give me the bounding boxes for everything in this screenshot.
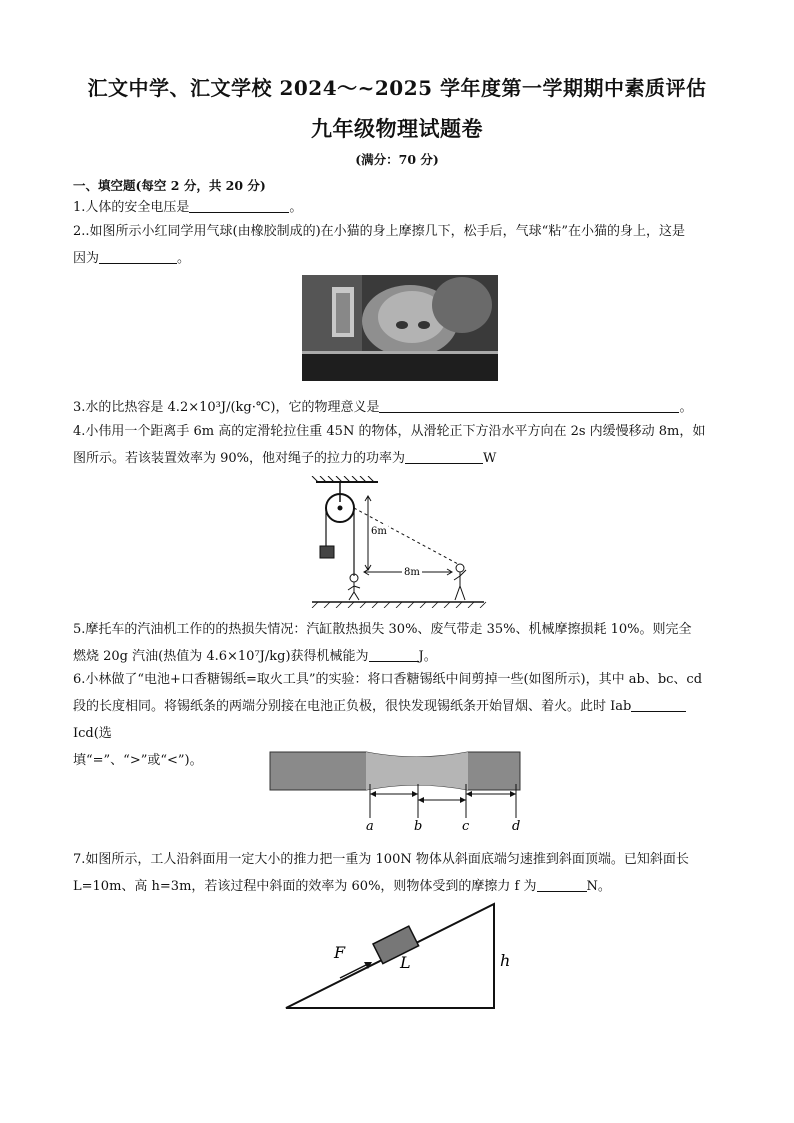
answer-blank[interactable]	[631, 697, 686, 712]
foil-strip-diagram	[266, 748, 528, 836]
question-4: 4.小伟用一个距离手 6m 高的定滑轮拉住重 45N 的物体，从滑轮正下方沿水平方向在 2s 内缓慢移动 8m，如 图所示。若该装置效率为 90%，他对绳子的拉力的功率为 W	[73, 424, 706, 466]
height-label: h	[500, 951, 510, 970]
height-label: 6m	[371, 526, 387, 537]
distance-label: 8m	[404, 567, 420, 578]
question-5: 5.摩托车的汽油机工作的的热损失情况：汽缸散热损失 30%、废气带走 35%、机械摩擦损耗 10%。则完全 燃烧 20g 汽油(热值为 4.6×10⁷J/kg)获得机械能为 J。	[73, 622, 692, 664]
question-1: 1.人体的安全电压是 。	[73, 200, 303, 215]
answer-blank[interactable]	[537, 877, 587, 892]
pulley-diagram	[308, 476, 488, 608]
answer-blank[interactable]	[369, 647, 419, 662]
label-d: d	[512, 819, 521, 834]
label-b: b	[414, 819, 423, 834]
question-7: 7.如图所示，工人沿斜面用一定大小的推力把一重为 100N 物体从斜面底端匀速推到斜面顶端。已知斜面长 L=10m、高 h=3m，若该过程中斜面的效率为 60%，则物体受到的摩擦力 f 为 N。	[73, 852, 689, 894]
exam-subtitle: 九年级物理试题卷	[311, 116, 483, 141]
answer-blank[interactable]	[189, 198, 289, 213]
cat-balloon-photo	[302, 275, 498, 381]
answer-blank[interactable]	[99, 249, 177, 264]
section-heading: 一、填空题(每空 2 分，共 20 分)	[73, 178, 266, 193]
question-3: 3.水的比热容是 4.2×10³J/(kg·℃)，它的物理意义是 。	[73, 400, 693, 415]
incline-diagram	[280, 898, 510, 1014]
answer-blank[interactable]	[379, 398, 679, 413]
label-c: c	[462, 819, 470, 834]
force-label: F	[334, 943, 346, 962]
answer-blank[interactable]	[405, 449, 483, 464]
question-2: 2..如图所示小红同学用气球(由橡胶制成的)在小猫的身上摩擦几下，松手后，气球“粘”在小猫的身上，这是 因为 。	[73, 224, 685, 266]
question-6: 6.小林做了“电池+口香糖锡纸=取火工具”的实验：将口香糖锡纸中间剪掉一些(如图所示)，其中 ab、bc、cd 段的长度相同。将锡纸条的两端分别接在电池正负极，很快发现锡纸条开始冒烟、着火。此时 IabIcd(选 填“=”、“>”或“<”)。	[73, 672, 703, 768]
exam-title: 汇文中学、汇文学校 2024～~2025 学年度第一学期期中素质评估	[87, 76, 707, 100]
label-a: a	[366, 819, 374, 834]
full-score: (满分：70 分)	[355, 152, 439, 167]
length-label: L	[400, 953, 411, 972]
